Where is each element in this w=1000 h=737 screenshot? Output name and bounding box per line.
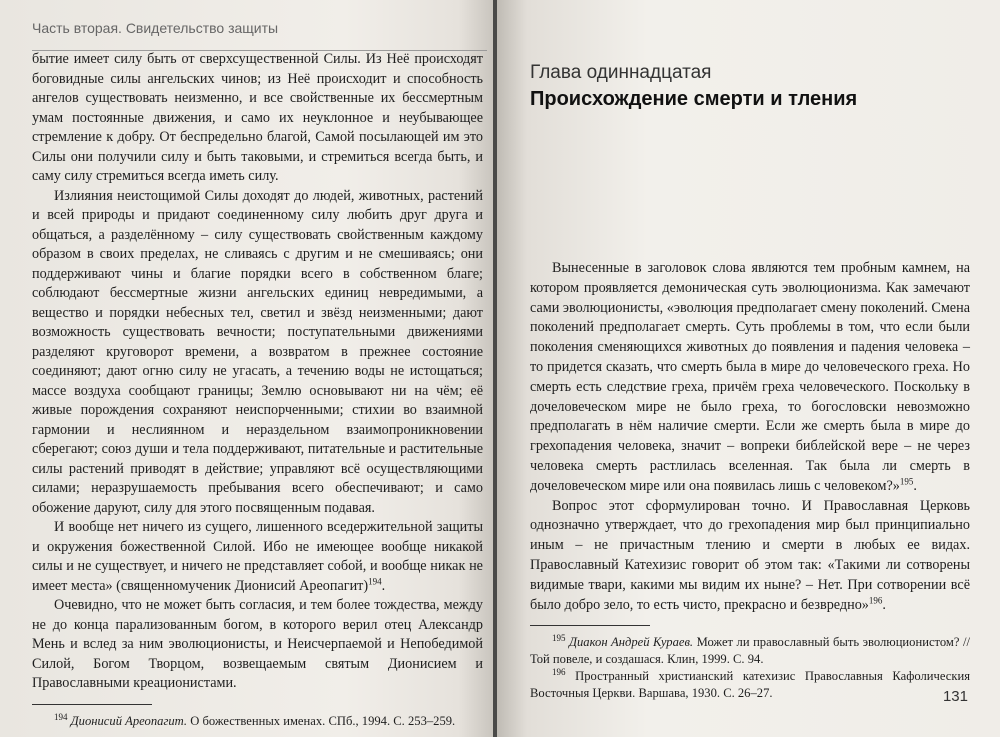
chapter-title: Происхождение смерти и тления bbox=[530, 88, 858, 110]
footnote-ref: 195 bbox=[899, 476, 914, 487]
right-page bbox=[497, 0, 1000, 737]
running-head: Часть вторая. Свидетельство защиты bbox=[32, 20, 279, 36]
paragraph-text: И вообще нет ничего из сущего, лишенного вседержительной защиты и окружения божественной Силой. Ибо не имеющее вообще никакой силы и не существует, и ничего не представляет собой, и вообще никак не имеет места» (священномученик Дионисий Ареопагит) bbox=[32, 519, 483, 594]
paragraph-text: Вопрос этот сформулирован точно. И Православная Церковь однозначно утверждает, что до грехопадения мир был принципиально иным – не причастным тлению и смерти в любых ее видах. Православный Катехизис говорит об этом так: «Такими ли сотворены видимые твари, какими мы видим их ныне? – Нет. При сотворении всё было добро зело, то есть чисто, прекрасно и безвредно» bbox=[530, 497, 970, 613]
footnote-number: 195 bbox=[552, 633, 566, 644]
page-number: 131 bbox=[942, 688, 968, 705]
footnote-text: Пространный христианский катехизис Православныя Кафолическия Восточныя Церкви. Варшава, 1930. С. 26–27. bbox=[530, 669, 971, 701]
chapter-label: Глава одиннадцатая bbox=[530, 62, 712, 83]
right-page-body bbox=[530, 259, 970, 702]
paragraph-text: Вынесенные в заголовок слова являются тем пробным камнем, на котором проявляется демоническая суть эволюционизма. Как замечают сами эволюционисты, «эволюция предполагает смену поколений. Смена поколений предполагает смерть. Суть проблемы в том, что если были поколения сменяющихся животных до появления и падения человека – то придется сказать, что смерть была в мире до человеческого греха. Но смерть есть следствие греха, причём греха человеческого. Поскольку в дочеловеческом мире не было греха, то богословски невозможно предполагать в нём наличие смерти. Если же смерть была в мире до грехопадения человека, значит – вопреки библейской вере – не через человека смерть растлилась вселенная. Так была ли смерть в дочеловеческом мире или она появилась лишь с человеком?» bbox=[530, 260, 970, 494]
paragraph-text: . bbox=[882, 596, 886, 613]
footnote bbox=[530, 634, 970, 668]
paragraph bbox=[530, 259, 970, 497]
paragraph-text: . bbox=[913, 477, 917, 494]
footnote-author: Диакон Андрей Кураев. bbox=[569, 635, 694, 650]
paragraph-text: . bbox=[381, 577, 386, 594]
left-page bbox=[0, 0, 493, 737]
paragraph bbox=[32, 518, 483, 596]
paragraph bbox=[530, 497, 970, 616]
footnote-divider bbox=[32, 704, 152, 705]
footnote-divider bbox=[530, 625, 650, 626]
paragraph bbox=[32, 50, 483, 187]
footnote-text: Может ли православный быть эволюционистом? // Той повеле, и создашася. Клин, 1999. С. 94. bbox=[530, 635, 970, 667]
footnote-number: 194 bbox=[54, 711, 68, 722]
footnote-ref: 196 bbox=[868, 594, 883, 605]
footnote bbox=[32, 713, 483, 730]
footnote-ref: 194 bbox=[368, 575, 382, 586]
paragraph bbox=[32, 596, 483, 694]
footnote-number: 196 bbox=[552, 667, 566, 678]
paragraph bbox=[32, 187, 483, 519]
paragraph-text: Очевидно, что не может быть согласия, и тем более тождества, между не до конца парализованным богом, в которого верил отец Александр Мень и вслед за ним эволюционисты, и Неисчерпаемой и Непобедимой Силой, Богом Творцом, возвещаемым святым Дионисием и Православными креационистами. bbox=[32, 597, 483, 691]
running-head-rule bbox=[32, 50, 487, 51]
paragraph-text: бытие имеет силу быть от сверхсущественной Силы. Из Неё происходят боговидные силы ангельских чинов; из Неё происходит и способность ангелов существовать неизменно, и все свойственные их бессмертным умам постоянные движения, и само их неуклонное и неубывающее стремление к добру. От беспредельно благой, Самой посылающей им это Силы они получили силу и быть таковыми, и стремиться всегда быть, и саму силу стремиться всегда иметь силу. bbox=[32, 51, 483, 184]
footnote-author: Дионисий Ареопагит. bbox=[70, 713, 188, 728]
footnote bbox=[530, 668, 970, 702]
footnote-text: О божественных именах. СПб., 1994. С. 253–259. bbox=[187, 713, 456, 728]
left-page-body bbox=[32, 50, 483, 730]
paragraph-text: Излияния неистощимой Силы доходят до людей, животных, растений и всей природы и придают соединенному силу любить друг друга и общаться, а разделённому – силу существовать свойственным каждому образом в своих пределах, не сливаясь с другим и не смешиваясь; они поддерживают чины и благие порядки всего в собственном благе; соблюдают бессмертные жизни ангельских единиц невредимыми, а вещество и порядки небесных тел, светил и звёзд неизменными; дают возможность существовать вечности; поступательными движениями разделяют круговорот времени, а возвратом в прежнее состояние соединяют; дают огню силу не угасать, а течению воды не истощаться; массе воздуха сообщают границы; Землю основывают ни на чём; её живые порождения сохраняют неиспорченными; стихии во взаимной гармонии и неслиянном и нераздельном взаимопроникновении сберегают; союз души и тела поддерживают, питательные и растительные силы растений приводят в действие; управляют всё осуществляющими силами; неразрушаемость пребывания всего обеспечивают; и само обожение даруют, силу для этого посвященным подавая. bbox=[32, 187, 483, 516]
